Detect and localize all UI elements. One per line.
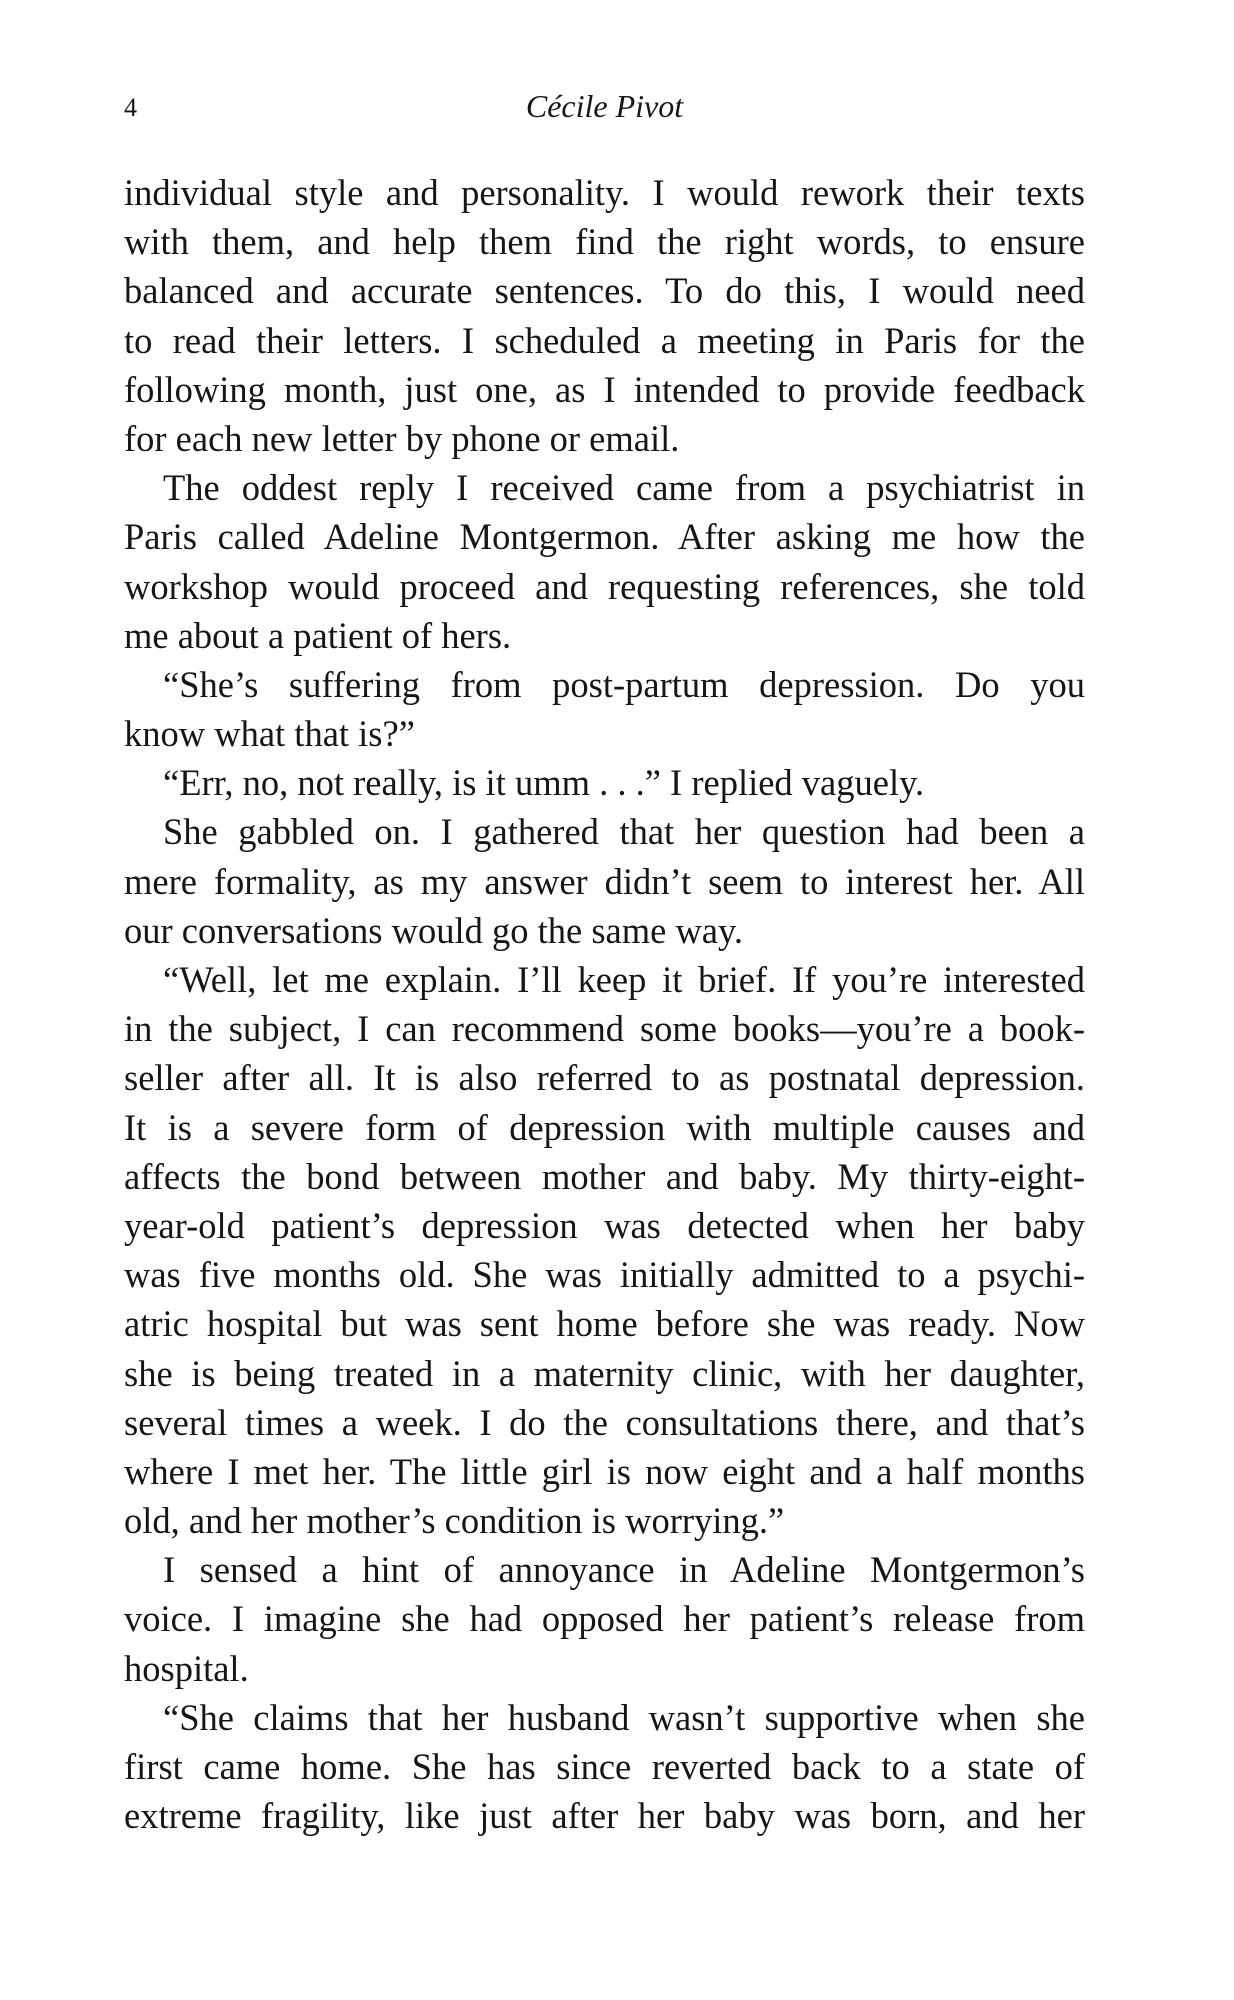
- body-text: [124, 168, 1085, 1840]
- text-line: was five months old. She was initially admitted to a psychi-: [124, 1254, 1085, 1296]
- text-line: for each new letter by phone or email.: [124, 417, 680, 459]
- text-line: year-old patient’s depression was detected when her baby: [124, 1204, 1085, 1246]
- text-line: “She claims that her husband wasn’t supportive when she: [163, 1696, 1085, 1738]
- text-line: where I met her. The little girl is now eight and a half months: [124, 1450, 1085, 1492]
- author-name: Cécile Pivot: [525, 88, 684, 124]
- text-line: “Err, no, not really, is it umm . . .” I replied vaguely.: [163, 762, 925, 804]
- text-line: The oddest reply I received came from a psychiatrist in: [163, 467, 1085, 509]
- text-line: to read their letters. I scheduled a meeting in Paris for the: [124, 319, 1085, 361]
- text-line: old, and her mother’s condition is worrying.”: [124, 1500, 785, 1542]
- text-line: our conversations would go the same way.: [124, 909, 744, 951]
- text-line: with them, and help them find the right words, to ensure: [124, 221, 1085, 263]
- running-head: [124, 88, 1085, 128]
- text-line: several times a week. I do the consultations there, and that’s: [124, 1401, 1085, 1443]
- text-line: hospital.: [124, 1647, 249, 1689]
- text-line: It is a severe form of depression with multiple causes and: [124, 1106, 1085, 1148]
- text-line: she is being treated in a maternity clinic, with her daughter,: [124, 1352, 1085, 1394]
- page-number: 4: [124, 93, 137, 122]
- text-line: “She’s suffering from post-partum depression. Do you: [163, 663, 1085, 705]
- text-line: mere formality, as my answer didn’t seem to interest her. All: [124, 860, 1085, 902]
- text-line: following month, just one, as I intended to provide feedback: [124, 368, 1085, 410]
- text-line: Paris called Adeline Montgermon. After asking me how the: [124, 516, 1085, 558]
- text-line: voice. I imagine she had opposed her patient’s release from: [124, 1598, 1085, 1640]
- text-line: workshop would proceed and requesting references, she told: [124, 565, 1085, 607]
- text-line: me about a patient of hers.: [124, 614, 512, 656]
- text-line: She gabbled on. I gathered that her question had been a: [163, 811, 1085, 853]
- text-line: affects the bond between mother and baby. My thirty-eight-: [124, 1155, 1085, 1197]
- text-line: atric hospital but was sent home before she was ready. Now: [124, 1303, 1085, 1345]
- text-line: balanced and accurate sentences. To do this, I would need: [124, 270, 1085, 312]
- text-line: I sensed a hint of annoyance in Adeline Montgermon’s: [163, 1549, 1085, 1591]
- text-line: extreme fragility, like just after her baby was born, and her: [124, 1795, 1085, 1837]
- text-line: in the subject, I can recommend some books—you’re a book-: [124, 1008, 1085, 1050]
- text-line: “Well, let me explain. I’ll keep it brief. If you’re interested: [163, 959, 1085, 1000]
- text-line: individual style and personality. I would rework their texts: [124, 172, 1085, 213]
- text-line: first came home. She has since reverted back to a state of: [124, 1746, 1085, 1787]
- text-line: seller after all. It is also referred to as postnatal depression.: [124, 1057, 1085, 1099]
- text-line: know what that is?”: [124, 713, 415, 755]
